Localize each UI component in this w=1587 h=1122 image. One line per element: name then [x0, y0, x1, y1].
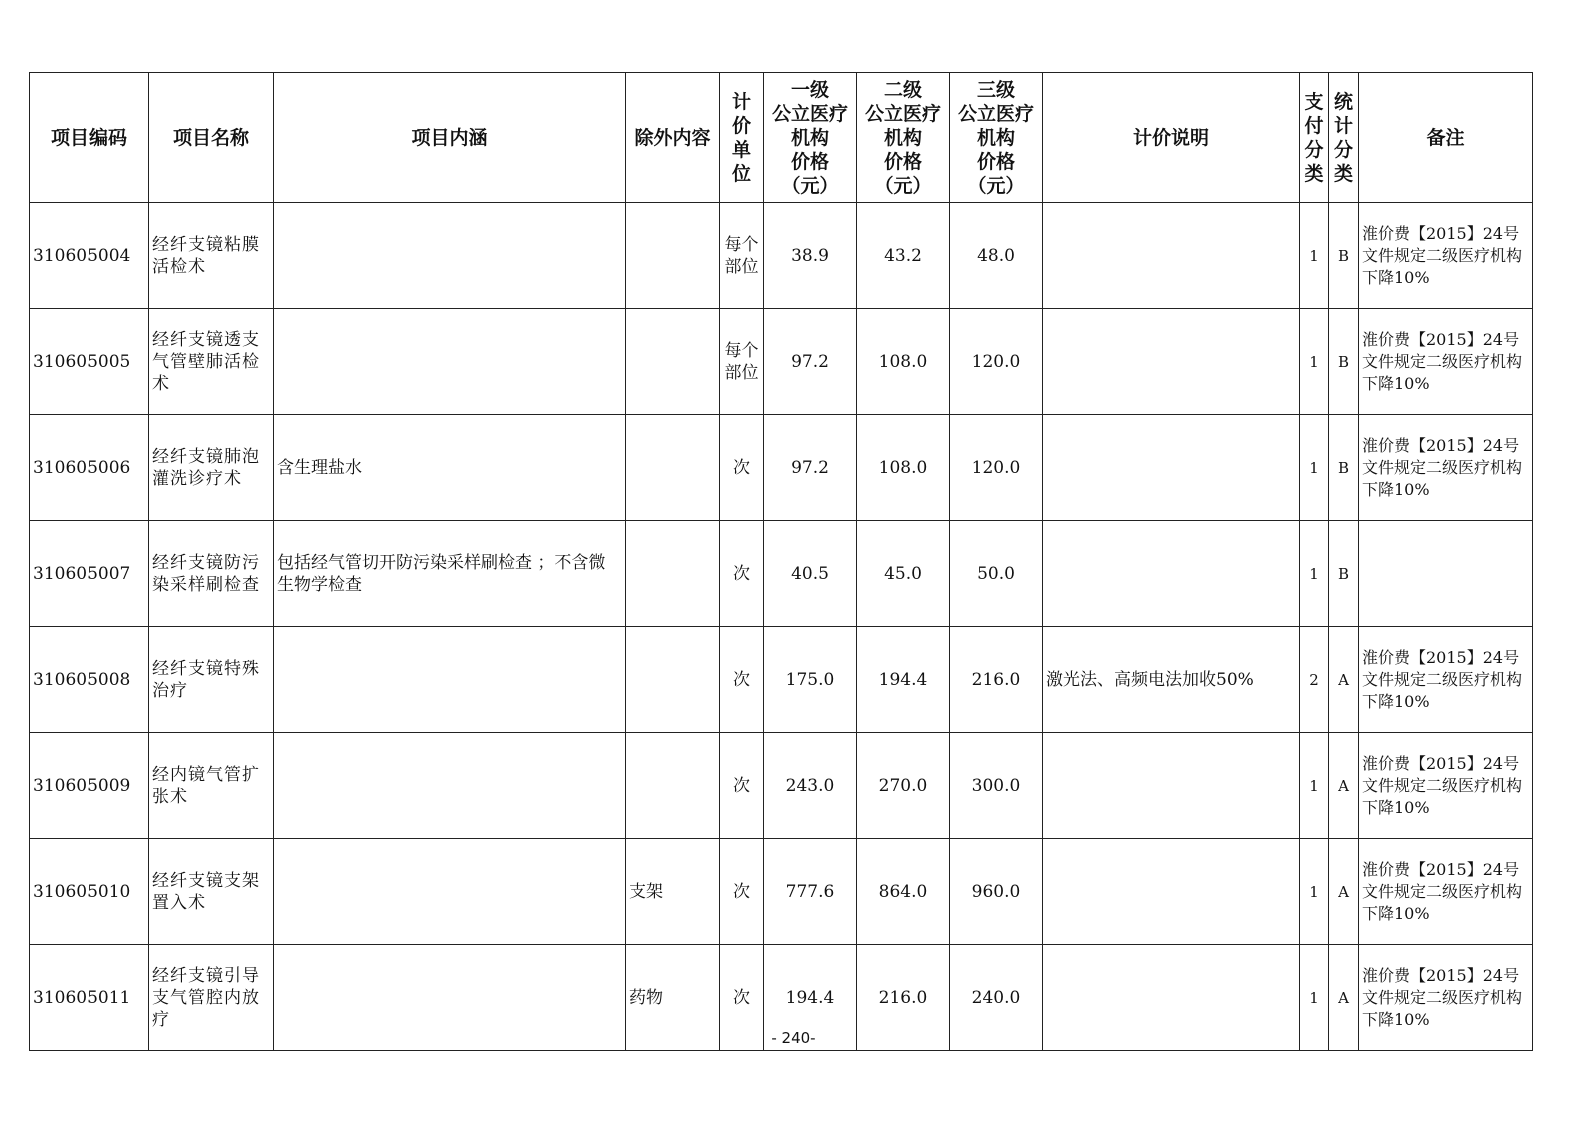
cell-name: 经纤支镜肺泡灌洗诊疗术: [149, 415, 274, 521]
cell-unit-text: 次: [732, 563, 750, 584]
cell-stat: B: [1329, 521, 1359, 627]
cell-price-level2: 43.2: [857, 203, 950, 309]
cell-unit: [720, 521, 764, 627]
cell-code: 310605010: [30, 839, 149, 945]
header-price3-line: 机构: [976, 126, 1015, 149]
cell-price-level3: 300.0: [950, 733, 1043, 839]
cell-name: 经纤支镜特殊治疗: [149, 627, 274, 733]
cell-content: 含生理盐水: [274, 415, 626, 521]
cell-remark: 淮价费【2015】24号文件规定二级医疗机构下降10%: [1359, 839, 1533, 945]
cell-stat: A: [1329, 839, 1359, 945]
header-price2-line: 二级: [883, 78, 922, 101]
header-note: 计价说明: [1043, 73, 1300, 203]
header-price2-line: 价格: [883, 150, 922, 173]
cell-note: [1043, 733, 1300, 839]
header-exclusion: 除外内容: [626, 73, 720, 203]
header-price-level3: [950, 73, 1043, 203]
cell-exclusion: [626, 521, 720, 627]
table-row: [30, 733, 1533, 839]
header-price1-line: 公立医疗: [771, 102, 848, 125]
header-pay: [1300, 73, 1329, 203]
cell-content: [274, 839, 626, 945]
cell-note: [1043, 521, 1300, 627]
cell-price-level2: 864.0: [857, 839, 950, 945]
cell-price-level3: 240.0: [950, 945, 1043, 1051]
cell-content: [274, 309, 626, 415]
header-stat-text: 统计分类: [1333, 90, 1353, 185]
cell-price-level1: 777.6: [764, 839, 857, 945]
cell-price-level1: 194.4: [764, 945, 857, 1051]
cell-price-level1: 175.0: [764, 627, 857, 733]
cell-stat: B: [1329, 309, 1359, 415]
cell-price-level1: 38.9: [764, 203, 857, 309]
header-row: [30, 73, 1533, 203]
cell-note: [1043, 203, 1300, 309]
header-price1-line: 机构: [790, 126, 829, 149]
cell-price-level2: 216.0: [857, 945, 950, 1051]
cell-stat: B: [1329, 415, 1359, 521]
header-price2-line: 公立医疗: [864, 102, 941, 125]
cell-unit: [720, 839, 764, 945]
header-unit-text: 计价单位: [731, 90, 751, 185]
cell-pay: 2: [1300, 627, 1329, 733]
cell-code: 310605011: [30, 945, 149, 1051]
cell-note: 激光法、高频电法加收50%: [1043, 627, 1300, 733]
cell-price-level3: 50.0: [950, 521, 1043, 627]
header-price-level1: [764, 73, 857, 203]
cell-price-level3: 120.0: [950, 415, 1043, 521]
cell-name: 经纤支镜粘膜活检术: [149, 203, 274, 309]
cell-unit-text: 每个部位: [724, 234, 759, 277]
header-price1-line: 价格: [790, 150, 829, 173]
cell-unit-text: 次: [732, 775, 750, 796]
cell-price-level1: 40.5: [764, 521, 857, 627]
cell-code: 310605006: [30, 415, 149, 521]
cell-price-level1: 97.2: [764, 415, 857, 521]
cell-remark: 淮价费【2015】24号文件规定二级医疗机构下降10%: [1359, 733, 1533, 839]
cell-remark: 淮价费【2015】24号文件规定二级医疗机构下降10%: [1359, 309, 1533, 415]
cell-stat: A: [1329, 627, 1359, 733]
cell-code: 310605005: [30, 309, 149, 415]
table-row: [30, 309, 1533, 415]
cell-note: [1043, 839, 1300, 945]
table-row: [30, 521, 1533, 627]
cell-name: 经纤支镜引导支气管腔内放疗: [149, 945, 274, 1051]
cell-price-level1: 243.0: [764, 733, 857, 839]
cell-name: 经纤支镜支架置入术: [149, 839, 274, 945]
cell-content: [274, 733, 626, 839]
cell-exclusion: [626, 415, 720, 521]
table-row: [30, 839, 1533, 945]
cell-note: [1043, 415, 1300, 521]
cell-price-level2: 194.4: [857, 627, 950, 733]
header-price3-line: （元）: [967, 174, 1025, 197]
cell-unit: [720, 733, 764, 839]
cell-code: 310605009: [30, 733, 149, 839]
header-price-level2: [857, 73, 950, 203]
header-unit: [720, 73, 764, 203]
cell-unit-text: 次: [732, 987, 750, 1008]
cell-unit-text: 次: [732, 457, 750, 478]
cell-remark: 淮价费【2015】24号文件规定二级医疗机构下降10%: [1359, 627, 1533, 733]
cell-pay: 1: [1300, 945, 1329, 1051]
header-price3-line: 公立医疗: [957, 102, 1034, 125]
header-stat: [1329, 73, 1359, 203]
cell-pay: 1: [1300, 839, 1329, 945]
cell-content: [274, 203, 626, 309]
cell-name: 经纤支镜防污染采样刷检查: [149, 521, 274, 627]
header-name: 项目名称: [149, 73, 274, 203]
cell-name: 经纤支镜透支气管壁肺活检术: [149, 309, 274, 415]
table-row: [30, 627, 1533, 733]
cell-stat: B: [1329, 203, 1359, 309]
header-price1-line: （元）: [781, 174, 839, 197]
cell-price-level3: 120.0: [950, 309, 1043, 415]
cell-pay: 1: [1300, 309, 1329, 415]
header-code: 项目编码: [30, 73, 149, 203]
header-price2-line: （元）: [874, 174, 932, 197]
cell-price-level2: 108.0: [857, 415, 950, 521]
header-price2-line: 机构: [883, 126, 922, 149]
page-number: - 240-: [771, 1029, 816, 1047]
table-row: [30, 415, 1533, 521]
cell-unit: [720, 309, 764, 415]
cell-stat: A: [1329, 733, 1359, 839]
cell-price-level3: 48.0: [950, 203, 1043, 309]
header-price3-line: 价格: [976, 150, 1015, 173]
cell-code: 310605008: [30, 627, 149, 733]
cell-code: 310605007: [30, 521, 149, 627]
cell-unit-text: 次: [732, 881, 750, 902]
cell-price-level3: 216.0: [950, 627, 1043, 733]
cell-exclusion: [626, 733, 720, 839]
cell-exclusion: [626, 203, 720, 309]
cell-pay: 1: [1300, 733, 1329, 839]
cell-price-level2: 45.0: [857, 521, 950, 627]
cell-price-level1: 97.2: [764, 309, 857, 415]
header-price3-line: 三级: [976, 78, 1015, 101]
cell-exclusion: 支架: [626, 839, 720, 945]
cell-stat: A: [1329, 945, 1359, 1051]
cell-exclusion: [626, 309, 720, 415]
cell-code: 310605004: [30, 203, 149, 309]
table-row: [30, 203, 1533, 309]
cell-pay: 1: [1300, 415, 1329, 521]
header-remark: 备注: [1359, 73, 1533, 203]
cell-note: [1043, 309, 1300, 415]
cell-unit-text: 次: [732, 669, 750, 690]
cell-remark: [1359, 521, 1533, 627]
header-content: 项目内涵: [274, 73, 626, 203]
cell-pay: 1: [1300, 521, 1329, 627]
cell-content: [274, 627, 626, 733]
cell-unit: [720, 203, 764, 309]
cell-unit: [720, 415, 764, 521]
cell-unit: [720, 627, 764, 733]
cell-exclusion: 药物: [626, 945, 720, 1051]
cell-price-level2: 270.0: [857, 733, 950, 839]
cell-exclusion: [626, 627, 720, 733]
cell-name: 经内镜气管扩张术: [149, 733, 274, 839]
price-table: [29, 72, 1533, 1051]
header-price1-line: 一级: [790, 78, 829, 101]
cell-remark: 淮价费【2015】24号文件规定二级医疗机构下降10%: [1359, 203, 1533, 309]
cell-remark: 淮价费【2015】24号文件规定二级医疗机构下降10%: [1359, 945, 1533, 1051]
cell-price-level2: 108.0: [857, 309, 950, 415]
header-pay-text: 支付分类: [1304, 90, 1324, 185]
cell-pay: 1: [1300, 203, 1329, 309]
cell-unit-text: 每个部位: [724, 340, 759, 383]
cell-remark: 淮价费【2015】24号文件规定二级医疗机构下降10%: [1359, 415, 1533, 521]
cell-price-level3: 960.0: [950, 839, 1043, 945]
cell-content: 包括经气管切开防污染采样刷检查 ；不含微生物学检查: [274, 521, 626, 627]
